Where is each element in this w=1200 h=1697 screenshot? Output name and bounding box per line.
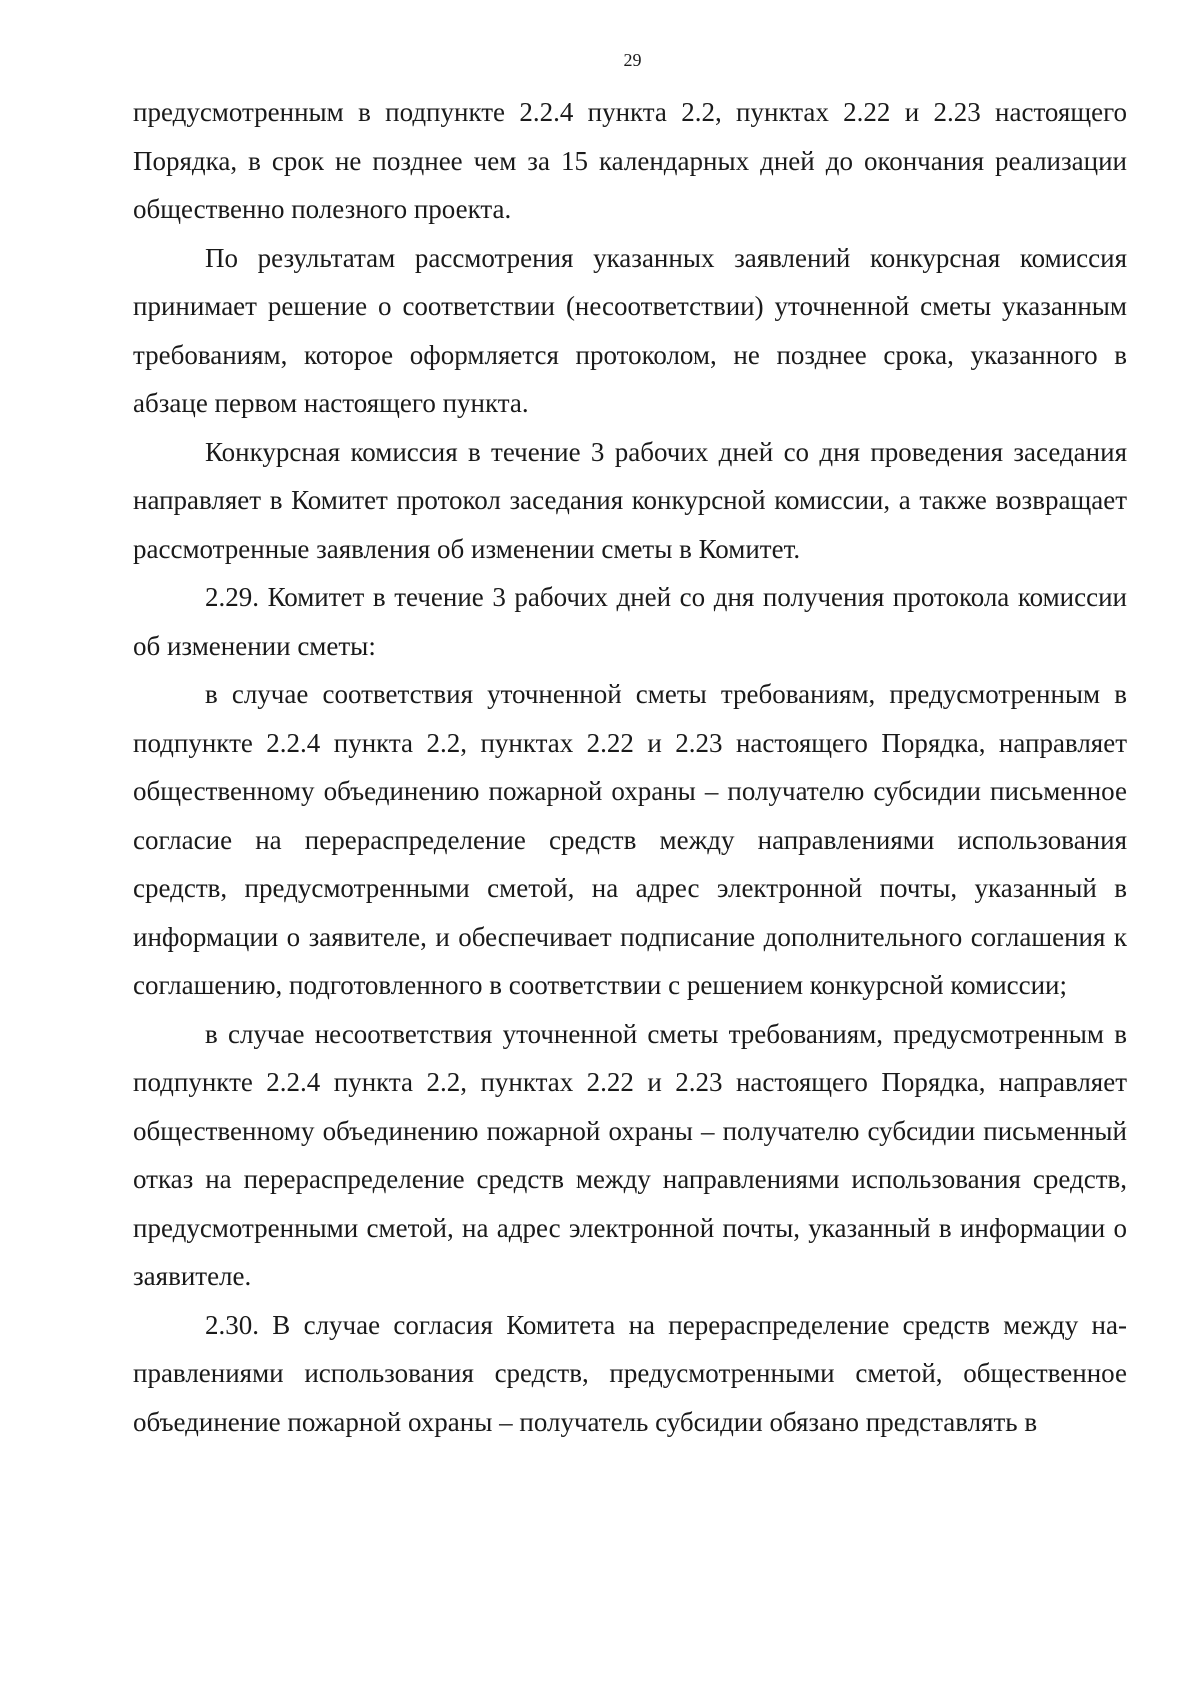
paragraph-2-30: 2.30. В случае согласия Комитета на перераспределение средств между направлениями использования средств, предусмотренными сметой, общественное объединение пожарной охраны – получатель субсидии обязано представлять в: [133, 1309, 1127, 1437]
document-body: [133, 88, 1127, 1446]
paragraph-2-29: 2.29. Комитет в течение 3 рабочих дней со дня получения протокола комиссии об изменении сметы:: [133, 582, 1127, 661]
paragraph-compliance-case: в случае соответствия уточненной сметы требованиям, предусмотренным в подпункте 2.2.4 пункта 2.2, пунктах 2.22 и 2.23 настоящего Порядка, направляет общественному объединению пожарной охраны – получателю субсидии письменное согласие на перераспределение средств между направлениями использования средств, предусмотренными сметой, на адрес электронной почты, указанный в информации о заявителе, и обеспечивает подписание дополнительного соглашения к соглашению, подготовленного в соответствии с решением конкурсной комиссии;: [133, 679, 1127, 1000]
paragraph-commission-protocol: Конкурсная комиссия в течение 3 рабочих дней со дня проведения заседания направляет в Комитет протокол заседания конкурсной комиссии, а также возвращает рассмотренные заявления об изменении сметы в Комитет.: [133, 436, 1127, 564]
paragraph-commission-decision: По результатам рассмотрения указанных заявлений конкурсная комиссия принимает решение о соответствии (несоответствии) уточненной сметы указанным требованиям, которое оформляется протоколом, не позднее срока, указанного в абзаце первом настоящего пункта.: [133, 242, 1127, 418]
paragraph-noncompliance-case: в случае несоответствия уточненной сметы требованиям, предусмотренным в подпункте 2.2.4 пункта 2.2, пунктах 2.22 и 2.23 настоящего Порядка, направляет общественному объединению пожарной охраны – получателю субсидии письменный отказ на перераспределение средств между направлениями использования средств, предусмотренными сметой, на адрес электронной почты, указанный в информации о заявителе.: [133, 1018, 1127, 1291]
paragraph-continuation: предусмотренным в подпункте 2.2.4 пункта 2.2, пунктах 2.22 и 2.23 настоящего Порядка, в срок не позднее чем за 15 календарных дней до окончания реализации общественно полезного проекта.: [133, 97, 1127, 224]
page-number: 29: [623, 50, 642, 70]
